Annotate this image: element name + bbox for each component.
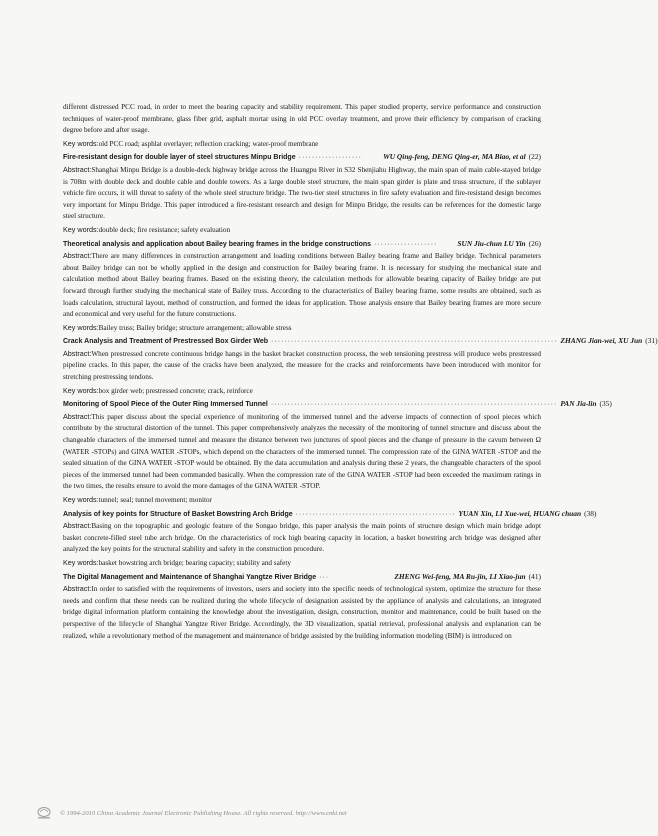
article-authors: PAN Jia-lin	[560, 399, 597, 409]
abstract-text: When prestressed concrete continuous bridge hangs in the basket bracket construction process, the web tensioning prestress will produce webs prestressed pipeline cracks. In this paper, the cause of the cracks have been analyzed, the measure for the cracks and reinforcements have been introduced with monitor for stretching prestressing tendons.	[63, 349, 541, 382]
article-title: The Digital Management and Maintenance of Shanghai Yangtze River Bridge	[63, 573, 317, 581]
article-page-number: (35)	[599, 399, 612, 409]
article-page-number: (31)	[645, 336, 658, 346]
keywords-text: tunnel; seal; tunnel movement; monitor	[98, 496, 212, 504]
article-title-line	[63, 398, 612, 411]
abstract-label: Abstract:	[63, 251, 92, 261]
abstract-text: Shanghai Minpu Bridge is a double-deck highway bridge across the Huangpu River in S32 Shenjiahu Highway, the main span of main cable-stayed bridge is 708m with double deck and double cable and double towers. As a large double steel structure, the main span girder is plate and truss structure, if the sublayer vehicle fire occurs, it will threat to safety of the whole steel structure bridge. The two-tier steel structures in fire safety evaluation and fire-resistand design becomes very important for Minpu Bridge. This paper introduced a fire-resistant research and design for Minpu Bridge, the results can be references for the domestic large steel structure.	[63, 165, 541, 221]
article-title: Fire-resistant design for double layer of steel structures Minpu Bridge	[63, 154, 296, 162]
article-page-number: (41)	[528, 571, 541, 581]
article-title-line	[63, 508, 597, 521]
article-authors: ZHANG Jian-wei, XU Jun	[560, 336, 643, 346]
article-authors: YUAN Xin, LI Xue-wei, HUANG chuan	[458, 508, 582, 518]
page-content	[63, 102, 658, 642]
abstract-label: Abstract:	[63, 411, 92, 421]
footer	[0, 806, 600, 826]
keywords-label: Key words:	[63, 138, 99, 148]
article-abstract	[63, 164, 541, 223]
cnki-logo-icon	[36, 806, 52, 820]
article-page-number: (22)	[528, 152, 541, 162]
leader-dots: ···	[319, 573, 330, 581]
leader-dots: ······················································································	[271, 338, 558, 346]
article-page-number: (26)	[528, 238, 541, 248]
keywords-label: Key words:	[63, 495, 99, 504]
abstract-label: Abstract:	[63, 521, 92, 531]
keywords-label: Key words:	[63, 322, 99, 332]
keywords-label: Key words:	[63, 224, 99, 234]
article-entry	[63, 508, 597, 570]
abstract-text: This paper discuss about the special experience of monitoring of the immersed tunnel and the adverse impacts of connection of spool pieces which contribute by the structural distortion of the tunnel. This paper comprehensively analyzes the necessity of the monitoring of tunnel structure and discuss about the changeable characters of the immersed tunnel and measure the distance between two junctures of spool pieces and the change of pressure in the cavum between Ω (WATER -STOPs) and GINA WATER -STOPs, which depend on the characters of the immersed tunnel. The compression rate of the GINA WATER -STOP and the sealed situation of the GINA WATER -STOP would be obtained. By the data accumulation and analysis during these 2 years, the changeable characters of the spool pieces of the immersed tunnel had been commanded basically. When the compression rate of the GINA WATER -STOP had been exceeded the maximum ratings in the two times, the results ensure to avoid the more damages of the GINA WATER -STOP.	[63, 412, 541, 491]
article-entry	[63, 571, 541, 643]
article-title: Analysis of key points for Structure of Basket Bowstring Arch Bridge	[63, 510, 293, 518]
article-entry	[63, 335, 658, 397]
keywords-text: Bailey truss; Bailey bridge; structure arrangement; allowable stress	[98, 323, 292, 332]
leader-dots: ···················	[298, 154, 362, 162]
abstract-label: Abstract:	[63, 584, 92, 594]
leader-dots: ················································	[295, 510, 456, 518]
leader-dots: ······················································································	[270, 401, 558, 409]
continued-keywords	[63, 138, 541, 151]
article-title-line	[63, 335, 658, 348]
article-entry	[63, 398, 612, 506]
keywords-text: basket bowstring arch bridge; bearing capacity; stability and safety	[98, 558, 291, 567]
article-authors: WU Qing-feng, DENG Qing-er, MA Biao, et al	[383, 152, 526, 162]
article-title: Theoretical analysis and application about Bailey bearing frames in the bridge constructions	[63, 240, 372, 248]
continued-abstract: different distressed PCC road, in order to meet the bearing capacity and stability requirement. This paper studied property, service performance and construction techniques of water-proof membrane, glass fiber grid, asphalt mortar using in old PCC overlay treatment, and prove their efficiency by comparison of cracking degree before and after usage.	[63, 103, 541, 135]
article-authors: SUN Jiu-chun LU Yin	[457, 238, 526, 248]
article-authors: ZHENG Wei-feng, MA Ru-jin, LI Xiao-jun	[394, 571, 526, 581]
article-keywords	[63, 322, 541, 335]
article-keywords	[63, 385, 541, 398]
article-abstract	[63, 250, 541, 321]
article-abstract	[63, 348, 541, 384]
keywords-label: Key words:	[63, 557, 99, 567]
article-entry	[63, 238, 541, 335]
article-keywords	[63, 557, 541, 570]
article-keywords	[63, 224, 541, 237]
abstract-label: Abstract:	[63, 348, 92, 358]
article-title-line	[63, 238, 541, 251]
article-entry	[63, 151, 541, 236]
abstract-text: There are many differences in construction arrangement and loading conditions between Bailey bearing frame and Bailey bridge. Technical parameters about Bailey bridge can not be wholly applied in the design and construction for Bailey bearing frame. It is necessary for studying the mechanical state and calculation method about Bailey bearing frames. Based on the existing theory, the calculation methods for allowable bearing capacity of Bailey bridge are put forward through further studying the mechanical state of Bailey truss. According to the characteristics of Bailey bearing frame, some results are obtained, such as loads calculation, structural layout, method of construction, and formed the ideas for application. Those analysis ensure that Bailey bearing frames are more secure and economical and very useful for the future constructions.	[63, 252, 541, 319]
article-title-line	[63, 571, 541, 584]
article-title-line	[63, 151, 541, 164]
article-page-number: (38)	[584, 508, 597, 518]
leader-dots: ···················	[374, 240, 438, 248]
copyright-text: © 1994-2010 China Academic Journal Electronic Publishing House. All rights reserved. http://www.cnki.net	[60, 810, 347, 817]
abstract-text: In order to satisfied with the requirements of investors, users and society into the specific needs of technological system, optimize the structure for these needs and confirm that these needs can be realized during the whole lifecycle of designation assisted by the appliance of analysis and calculations, an integrated bridge digital information platform containing the knowledge about the investigation, design, construction, monitor and maintenance, could be built based on the perspective of the lifecycle of Shanghai Yangtze River Bridge. Accordingly, the 3D visualization, spatial retrieval, professional analysis and explanation can be realized, while a revolutionary method of the management and maintenance of bridge assisted by the building information modeling (BIM) is introduced on	[63, 585, 541, 640]
keywords-label: Key words:	[63, 385, 99, 395]
article-keywords	[63, 494, 541, 507]
abstract-text: Basing on the topographic and geologic feature of the Songao bridge, this paper analysis the main points of structure design which main bridge adopt basket concrete-filled steel tube arch bridge. On the characteristics of rock high bearing capacity in location, a basket bowstring arch bridge was designed after analyzed the key points for the structural stability and safety in the construction procedure.	[63, 522, 541, 554]
keywords-text: box girder web; prestressed concrete; crack, reinforce	[98, 386, 253, 395]
keywords-text: old PCC road; asphlat overlayer; reflection cracking; water-proof membrane	[98, 139, 319, 148]
article-abstract	[63, 583, 541, 642]
abstract-label: Abstract:	[63, 164, 92, 174]
article-abstract	[63, 411, 541, 493]
article-title: Crack Analysis and Treatment of Prestressed Box Girder Web	[63, 338, 269, 346]
article-title: Monitoring of Spool Piece of the Outer Ring Immersed Tunnel	[63, 401, 268, 409]
article-abstract	[63, 520, 541, 556]
keywords-text: double deck; fire resistance; safety evaluation	[98, 225, 231, 234]
article-list	[63, 151, 658, 642]
